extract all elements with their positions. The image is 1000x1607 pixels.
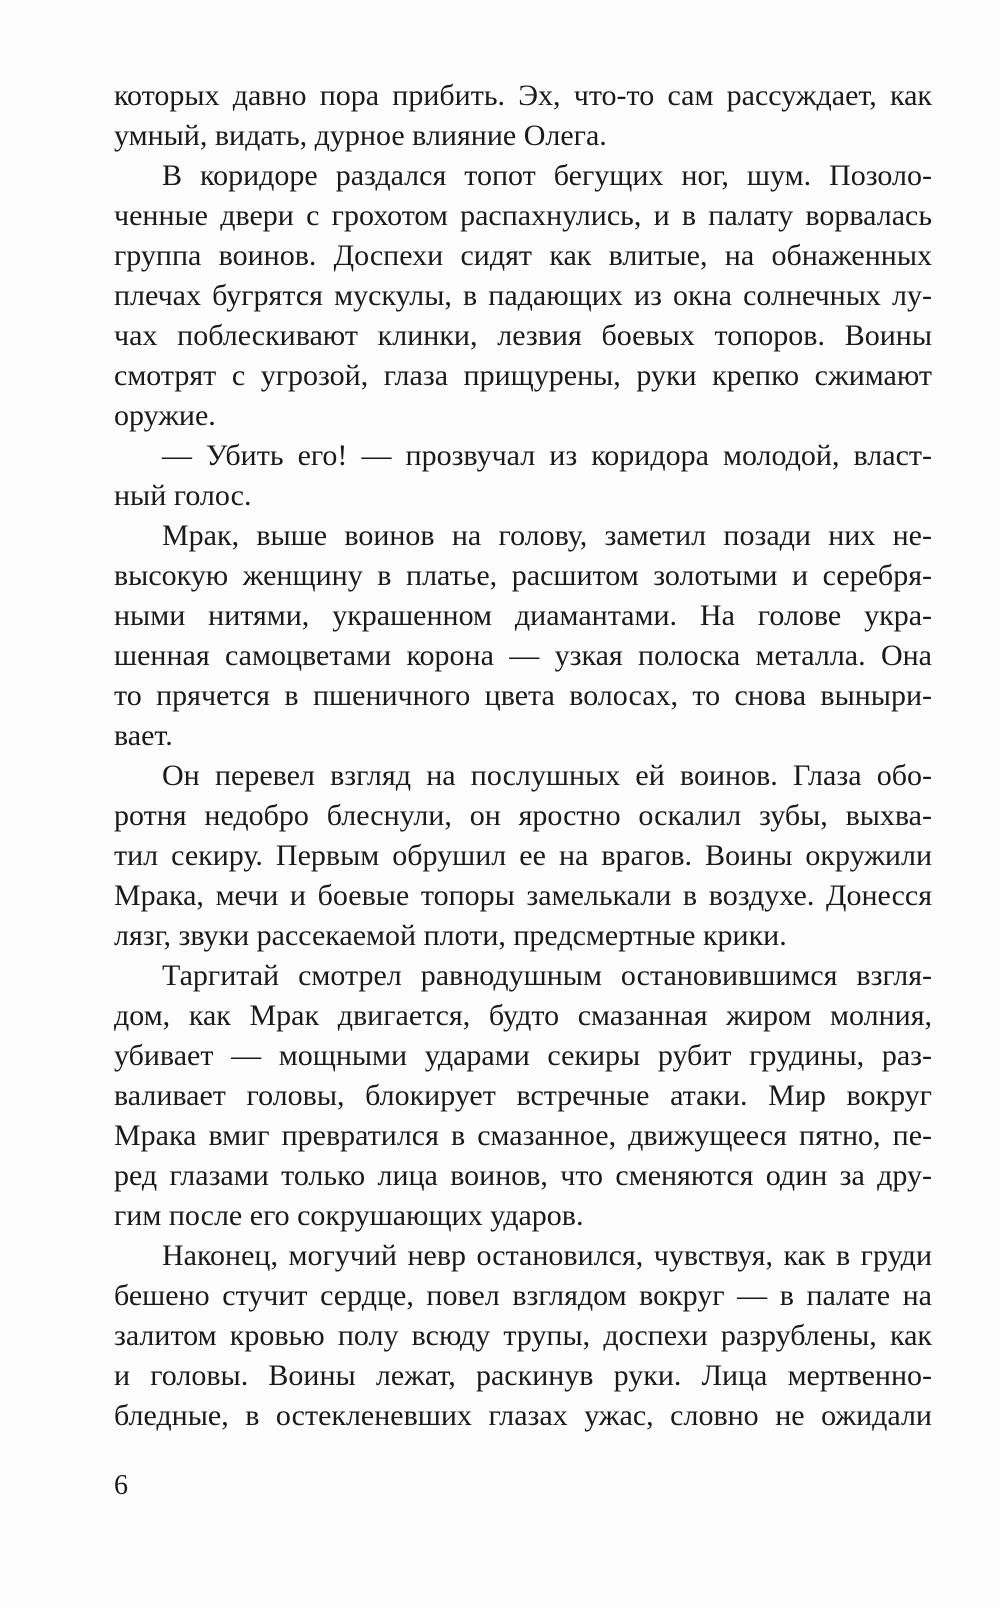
- text-line: смотрят с угрозой, глаза прищурены, руки крепко сжимают: [114, 359, 932, 392]
- paragraph: [114, 956, 932, 1236]
- text-line: — Убить его! — прозвучал из коридора молодой, власт-: [162, 439, 932, 472]
- text-line: валивает головы, блокирует встречные атаки. Мир вокруг: [114, 1079, 932, 1112]
- text-line: группа воинов. Доспехи сидят как влитые, на обнаженных: [114, 239, 932, 272]
- text-line: ный голос.: [114, 479, 252, 512]
- text-line: высокую женщину в платье, расшитом золотыми и серебря-: [114, 559, 932, 592]
- text-line: В коридоре раздался топот бегущих ног, шум. Позоло-: [162, 159, 932, 192]
- text-line: то прячется в пшеничного цвета волосах, то снова выныри-: [114, 679, 932, 712]
- text-line: вает.: [114, 719, 173, 752]
- text-line: залитом кровью полу всюду трупы, доспехи разрублены, как: [114, 1319, 932, 1352]
- paragraph: [114, 76, 932, 156]
- text-line: оружие.: [114, 399, 216, 432]
- text-line: гим после его сокрушающих ударов.: [114, 1199, 584, 1232]
- text-line: бледные, в остекленевших глазах ужас, словно не ожидали: [114, 1399, 932, 1432]
- text-line: бешено стучит сердце, повел взглядом вокруг — в палате на: [114, 1279, 932, 1312]
- text-line: Мрака, мечи и боевые топоры замелькали в воздухе. Донесся: [114, 879, 932, 912]
- paragraph: [114, 156, 932, 436]
- page-number: 6: [114, 1470, 128, 1501]
- text-line: чах поблескивают клинки, лезвия боевых топоров. Воины: [114, 319, 932, 352]
- text-line: тил секиру. Первым обрушил ее на врагов. Воины окружили: [114, 839, 932, 872]
- text-line: ченные двери с грохотом распахнулись, и в палату ворвалась: [114, 199, 932, 232]
- text-line: и головы. Воины лежат, раскинув руки. Лица мертвенно-: [114, 1359, 932, 1392]
- text-line: которых давно пора прибить. Эх, что-то сам рассуждает, как: [114, 79, 932, 112]
- text-line: ротня недобро блеснули, он яростно оскалил зубы, выхва-: [114, 799, 932, 832]
- text-line: ред глазами только лица воинов, что сменяются один за дру-: [114, 1159, 932, 1192]
- text-line: Мрака вмиг превратился в смазанное, движущееся пятно, пе-: [114, 1119, 932, 1152]
- paragraph: [114, 756, 932, 956]
- text-line: умный, видать, дурное влияние Олега.: [114, 119, 607, 152]
- text-line: Таргитай смотрел равнодушным остановившимся взгля-: [162, 959, 932, 992]
- paragraph: [114, 436, 932, 516]
- text-line: убивает — мощными ударами секиры рубит грудины, раз-: [114, 1039, 932, 1072]
- paragraph: [114, 516, 932, 756]
- text-line: шенная самоцветами корона — узкая полоска металла. Она: [114, 639, 932, 672]
- body-text: [114, 76, 932, 1436]
- text-line: лязг, звуки рассекаемой плоти, предсмертные крики.: [114, 919, 787, 952]
- text-line: Наконец, могучий невр остановился, чувствуя, как в груди: [162, 1239, 932, 1272]
- text-line: дом, как Мрак двигается, будто смазанная жиром молния,: [114, 999, 932, 1032]
- text-line: Он перевел взгляд на послушных ей воинов. Глаза обо-: [162, 759, 932, 792]
- text-line: плечах бугрятся мускулы, в падающих из окна солнечных лу-: [114, 279, 932, 312]
- paragraph: [114, 1236, 932, 1436]
- text-line: Мрак, выше воинов на голову, заметил позади них не-: [162, 519, 932, 552]
- text-line: ными нитями, украшенном диамантами. На голове укра-: [114, 599, 932, 632]
